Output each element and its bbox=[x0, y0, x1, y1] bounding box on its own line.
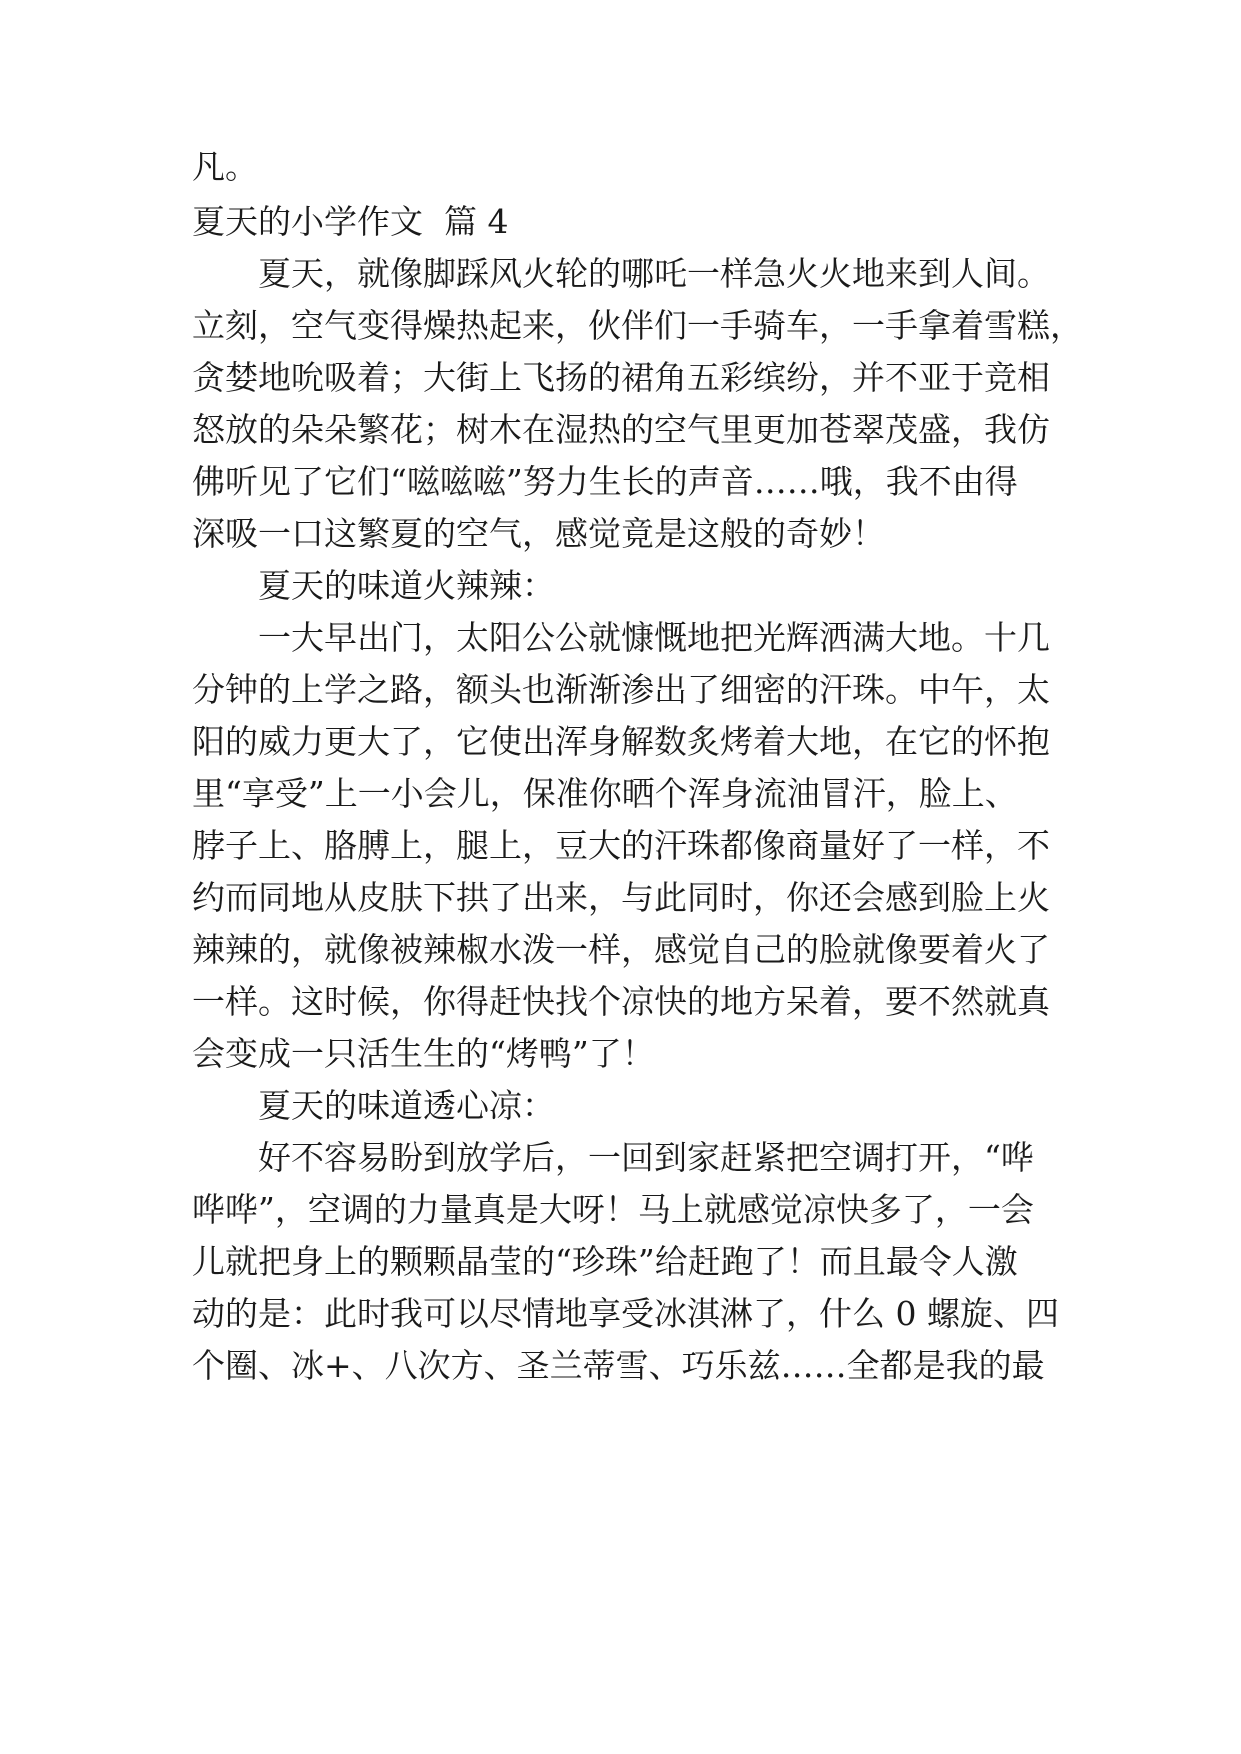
paragraph-3-line-8: 一样。这时候，你得赶快找个凉快的地方呆着，要不然就真 bbox=[192, 982, 1050, 1021]
paragraph-5-line-5: 个圈、冰+、八次方、圣兰蒂雪、巧乐兹……全都是我的最 bbox=[192, 1346, 1045, 1385]
paragraph-3-line-9: 会变成一只活生生的“烤鸭”了！ bbox=[192, 1034, 655, 1073]
paragraph-5-line-3: 儿就把身上的颗颗晶莹的“珍珠”给赶跑了！而且最令人激 bbox=[192, 1242, 1018, 1281]
paragraph-1-line-2: 立刻，空气变得燥热起来，伙伴们一手骑车，一手拿着雪糕， bbox=[192, 306, 1083, 345]
paragraph-3-line-2: 分钟的上学之路，额头也渐渐渗出了细密的汗珠。中午，太 bbox=[192, 670, 1050, 709]
paragraph-5-line-4: 动的是：此时我可以尽情地享受冰淇淋了，什么 0 螺旋、四 bbox=[192, 1294, 1059, 1333]
paragraph-3-line-1: 一大早出门，太阳公公就慷慨地把光辉洒满大地。十几 bbox=[258, 618, 1050, 657]
paragraph-4-line-1: 夏天的味道透心凉： bbox=[258, 1086, 555, 1125]
paragraph-2-line-1: 夏天的味道火辣辣： bbox=[258, 566, 555, 605]
paragraph-3-line-4: 里“享受”上一小会儿，保准你晒个浑身流油冒汗，脸上、 bbox=[192, 774, 1018, 813]
carryover-line: 凡。 bbox=[192, 147, 258, 186]
paragraph-1-line-5: 佛听见了它们“嗞嗞嗞”努力生长的声音……哦，我不由得 bbox=[192, 462, 1018, 501]
paragraph-3-line-7: 辣辣的，就像被辣椒水泼一样，感觉自己的脸就像要着火了 bbox=[192, 930, 1050, 969]
paragraph-5-line-1: 好不容易盼到放学后，一回到家赶紧把空调打开，“哗 bbox=[258, 1138, 1034, 1177]
section-title: 夏天的小学作文 篇 4 bbox=[192, 202, 509, 241]
paragraph-3-line-6: 约而同地从皮肤下拱了出来，与此同时，你还会感到脸上火 bbox=[192, 878, 1050, 917]
paragraph-3-line-3: 阳的威力更大了，它使出浑身解数炙烤着大地，在它的怀抱 bbox=[192, 722, 1050, 761]
paragraph-3-line-5: 脖子上、胳膊上，腿上，豆大的汗珠都像商量好了一样，不 bbox=[192, 826, 1050, 865]
paragraph-1-line-1: 夏天，就像脚踩风火轮的哪吒一样急火火地来到人间。 bbox=[258, 254, 1050, 293]
paragraph-1-line-3: 贪婪地吮吸着；大街上飞扬的裙角五彩缤纷，并不亚于竞相 bbox=[192, 358, 1050, 397]
paragraph-1-line-4: 怒放的朵朵繁花；树木在湿热的空气里更加苍翠茂盛，我仿 bbox=[192, 410, 1050, 449]
paragraph-1-line-6: 深吸一口这繁夏的空气，感觉竟是这般的奇妙！ bbox=[192, 514, 885, 553]
paragraph-5-line-2: 哗哗”，空调的力量真是大呀！马上就感觉凉快多了，一会 bbox=[192, 1190, 1034, 1229]
